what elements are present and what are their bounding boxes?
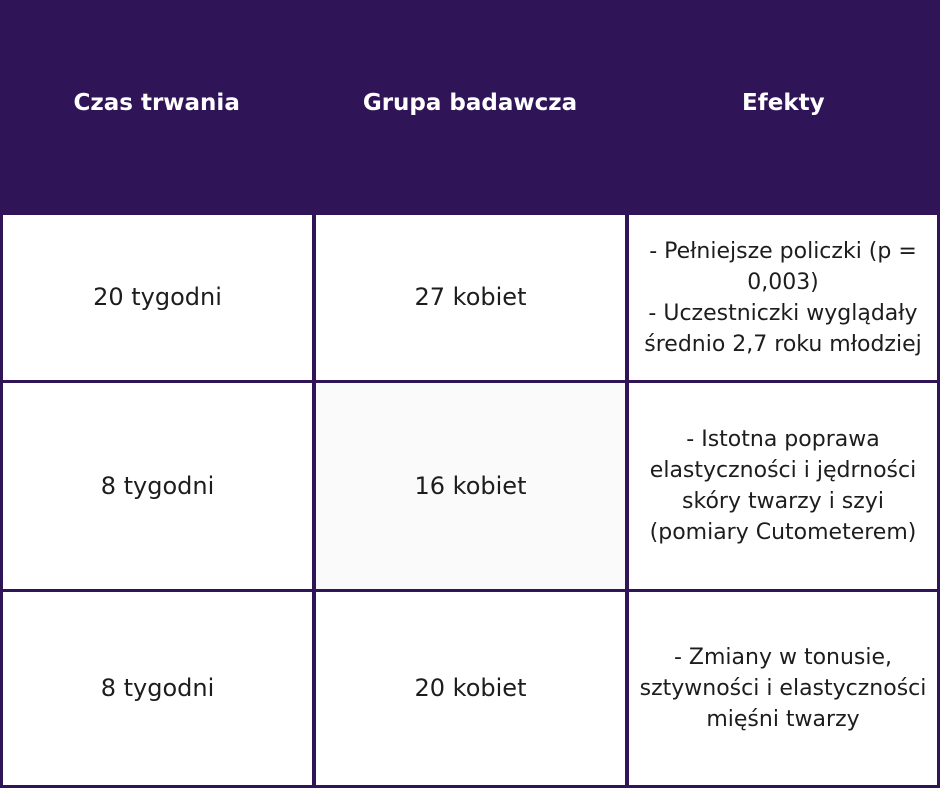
effects-text: - Pełniejsze policzki (p = 0,003) - Uczestniczki wyglądały średnio 2,7 roku młodziej bbox=[644, 238, 922, 357]
header-effects: Efekty bbox=[742, 90, 825, 116]
study-group-text: 20 kobiet bbox=[414, 674, 527, 702]
table-row bbox=[3, 592, 937, 785]
cell-study-group bbox=[316, 215, 625, 380]
effects-text: - Istotna poprawa elastyczności i jędrności skóry twarzy i szyi (pomiary Cutometerem) bbox=[649, 427, 917, 545]
study-group-text: 27 kobiet bbox=[414, 283, 527, 311]
effects-text: - Zmiany w tonusie, sztywności i elastyczności mięśni twarzy bbox=[639, 645, 927, 732]
cell-duration bbox=[3, 592, 312, 785]
cell-duration bbox=[3, 383, 312, 589]
duration-text: 8 tygodni bbox=[100, 471, 215, 500]
header-study-group: Grupa badawcza bbox=[362, 90, 578, 116]
cell-effects bbox=[629, 592, 937, 785]
table-header bbox=[0, 0, 940, 212]
cell-study-group bbox=[316, 592, 625, 785]
table-row bbox=[3, 383, 937, 589]
cell-effects bbox=[629, 383, 937, 589]
header-duration: Czas trwania bbox=[73, 90, 240, 116]
duration-text: 20 tygodni bbox=[93, 283, 222, 311]
cell-duration bbox=[3, 215, 312, 380]
study-group-text: 16 kobiet bbox=[414, 471, 527, 500]
duration-text: 8 tygodni bbox=[100, 674, 215, 702]
table-row bbox=[3, 215, 937, 380]
cell-effects bbox=[629, 215, 937, 380]
cell-study-group bbox=[316, 383, 625, 589]
